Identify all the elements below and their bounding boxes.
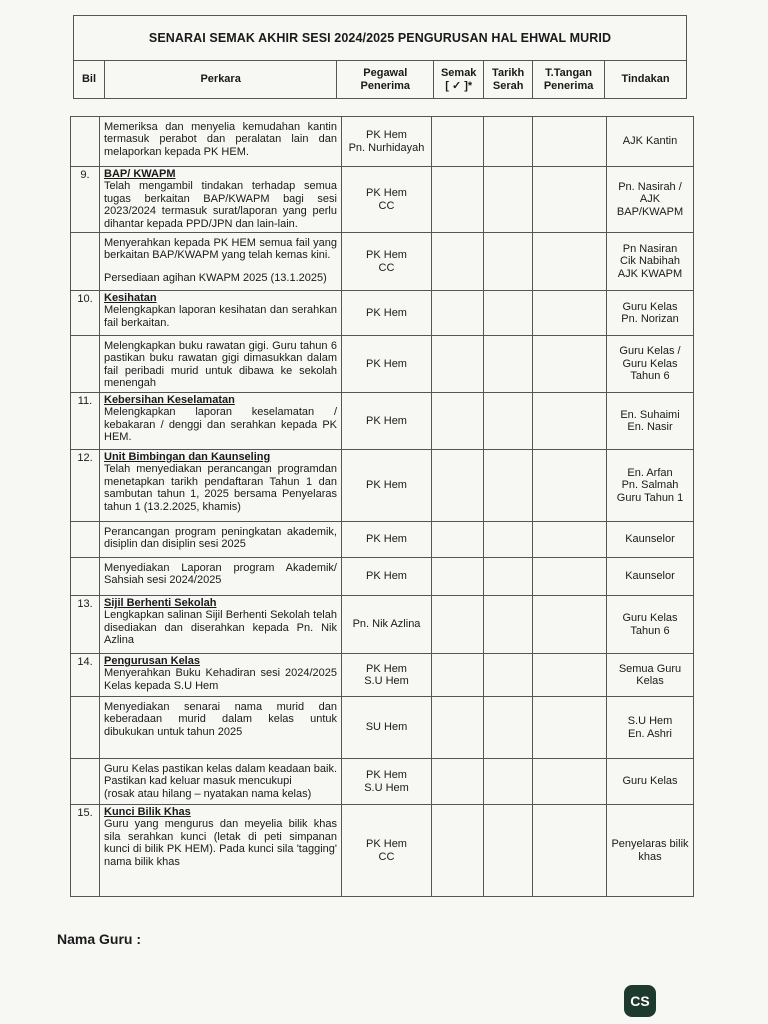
tindakan-cell xyxy=(607,167,694,233)
pegawai-name: SU Hem xyxy=(365,721,408,734)
perkara-cell xyxy=(100,167,342,233)
perkara-text: Melengkapkan laporan kesihatan dan serahkan fail berkaitan. xyxy=(104,304,337,329)
tindakan-name: Pn. Norizan xyxy=(621,313,679,325)
pegawai-name: PK Hem xyxy=(366,479,407,492)
table-row xyxy=(71,697,694,759)
table-row xyxy=(71,233,694,291)
col-ttangan-header xyxy=(533,61,605,99)
tindakan-cell xyxy=(607,291,694,336)
tarikh-serah-cell xyxy=(484,233,533,291)
perkara-text: Menyediakan senarai nama murid dan keberadaan murid dalam kelas untuk dibukukan untuk tahun 2025 xyxy=(104,701,337,738)
table-row xyxy=(71,654,694,697)
bil-cell xyxy=(71,759,100,805)
perkara-text: Melengkapkan buku rawatan gigi. Guru tahun 6 pastikan buku rawatan gigi dimasukkan dalam fail peribadi murid untuk dibawa ke sekolah menengah xyxy=(104,340,337,390)
bil-cell xyxy=(71,697,100,759)
tarikh-serah-cell xyxy=(484,759,533,805)
tindakan-cell xyxy=(607,759,694,805)
ttangan-cell xyxy=(533,596,607,654)
pegawai-cell xyxy=(342,393,432,450)
tindakan-cell xyxy=(607,336,694,393)
col-tarikh-header xyxy=(484,61,533,99)
ttangan-cell xyxy=(533,697,607,759)
col-perkara-header: Perkara xyxy=(104,61,336,99)
table-row xyxy=(71,759,694,805)
page-title: SENARAI SEMAK AKHIR SESI 2024/2025 PENGURUSAN HAL EHWAL MURID xyxy=(74,16,687,61)
perkara-text: Lengkapkan salinan Sijil Berhenti Sekolah telah disediakan dan diserahkan kepada Pn. Nik Azlina xyxy=(104,609,337,647)
pegawai-cell xyxy=(342,697,432,759)
tindakan-name: Penyelaras bilik xyxy=(611,838,689,851)
col-tindakan-header: Tindakan xyxy=(605,61,687,99)
tarikh-serah-cell xyxy=(484,558,533,596)
semak-cell xyxy=(432,522,484,558)
semak-cell xyxy=(432,596,484,654)
tarikh-serah-cell xyxy=(484,805,533,897)
pegawai-cell xyxy=(342,654,432,697)
tindakan-cell xyxy=(607,393,694,450)
perkara-cell xyxy=(100,596,342,654)
perkara-text: Perancangan program peningkatan akademik, disiplin dan disiplin sesi 2025 xyxy=(104,526,337,551)
pegawai-name: S.U Hem xyxy=(364,675,409,687)
tindakan-name: Guru Kelas xyxy=(622,300,678,313)
pegawai-name: CC xyxy=(378,199,395,212)
ttangan-cell xyxy=(533,805,607,897)
pegawai-name: PK Hem xyxy=(366,129,407,142)
tarikh-serah-cell xyxy=(484,596,533,654)
semak-cell xyxy=(432,167,484,233)
tindakan-cell xyxy=(607,697,694,759)
table-row xyxy=(71,393,694,450)
bil-cell: 11. xyxy=(71,393,100,450)
pegawai-name: PK Hem xyxy=(366,533,407,546)
perkara-text: Guru yang mengurus dan meyelia bilik khas sila serahkan kunci (letak di peti simpanan kunci di bilik PK HEM). Pada kunci sila 'tagging' nama bilik khas xyxy=(104,818,337,868)
tindakan-cell xyxy=(607,654,694,697)
perkara-cell xyxy=(100,336,342,393)
pegawai-cell xyxy=(342,233,432,291)
spacer xyxy=(104,262,337,272)
tarikh-serah-cell xyxy=(484,450,533,522)
tarikh-serah-cell xyxy=(484,522,533,558)
tarikh-serah-cell xyxy=(484,291,533,336)
pegawai-name: S.U Hem xyxy=(364,781,409,794)
bil-cell xyxy=(71,117,100,167)
tindakan-cell xyxy=(607,117,694,167)
table-row xyxy=(71,805,694,897)
tarikh-serah-cell xyxy=(484,654,533,697)
perkara-cell xyxy=(100,450,342,522)
pegawai-name: PK Hem xyxy=(366,570,407,583)
tindakan-name: AJK xyxy=(639,193,661,206)
perkara-text: (rosak atau hilang – nyatakan nama kelas) xyxy=(104,787,312,800)
bil-cell: 9. xyxy=(71,167,100,233)
tindakan-cell xyxy=(607,596,694,654)
perkara-title: Unit Bimbingan dan Kaunseling xyxy=(104,451,271,463)
tindakan-name: S.U Hem xyxy=(627,715,673,728)
tindakan-name: AJK KWAPM xyxy=(617,267,683,280)
perkara-cell xyxy=(100,558,342,596)
perkara-text: Memeriksa dan menyelia kemudahan kantin termasuk perabot dan peralatan lain dan melaporkan kepada PK HEM. xyxy=(104,121,337,158)
table-row xyxy=(71,291,694,336)
tindakan-name: Guru Tahun 1 xyxy=(616,491,684,504)
semak-cell xyxy=(432,233,484,291)
tindakan-name: Semua Guru xyxy=(618,662,682,675)
pegawai-name: PK Hem xyxy=(366,249,407,262)
pegawai-cell xyxy=(342,450,432,522)
bil-cell: 13. xyxy=(71,596,100,654)
pegawai-cell xyxy=(342,596,432,654)
perkara-text: Guru Kelas pastikan kelas dalam keadaan baik. Pastikan kad keluar masuk mencukupi xyxy=(104,763,337,788)
tindakan-name: BAP/KWAPM xyxy=(616,205,684,218)
tindakan-name: En. Arfan xyxy=(627,466,673,479)
col-semak-header xyxy=(434,61,484,99)
tarikh-serah-cell xyxy=(484,117,533,167)
perkara-title: Kesihatan xyxy=(104,292,157,304)
pegawai-name: PK Hem xyxy=(366,414,407,427)
perkara-cell xyxy=(100,291,342,336)
tindakan-name: Pn. Salmah xyxy=(621,479,679,492)
checklist-table xyxy=(70,116,694,897)
semak-cell xyxy=(432,654,484,697)
table-row xyxy=(71,522,694,558)
perkara-title: Kunci Bilik Khas xyxy=(104,806,191,818)
nama-guru-label: Nama Guru : xyxy=(57,931,142,947)
tindakan-name: AJK Kantin xyxy=(622,135,678,148)
tindakan-name: Guru Kelas xyxy=(622,775,678,788)
bil-cell: 14. xyxy=(71,654,100,697)
pegawai-cell xyxy=(342,291,432,336)
table-row xyxy=(71,336,694,393)
pegawai-name: PK Hem xyxy=(366,662,407,675)
pegawai-cell xyxy=(342,558,432,596)
perkara-text: Telah mengambil tindakan terhadap semua tugas berkaitan BAP/KWAPM bagi sesi 2023/2024 termasuk surat/laporan yang perlu dihantar kepada PPD/JPN dan lain-lain. xyxy=(104,180,337,230)
tindakan-name: Kaunselor xyxy=(625,570,675,583)
ttangan-cell xyxy=(533,558,607,596)
tindakan-cell xyxy=(607,450,694,522)
tindakan-name: Kelas xyxy=(636,675,664,687)
perkara-cell xyxy=(100,805,342,897)
ttangan-cell xyxy=(533,522,607,558)
pegawai-cell xyxy=(342,336,432,393)
bil-cell xyxy=(71,522,100,558)
bil-cell: 15. xyxy=(71,805,100,897)
perkara-text: Menyediakan Laporan program Akademik/ Sahsiah sesi 2024/2025 xyxy=(104,562,337,587)
table-row xyxy=(71,558,694,596)
perkara-cell xyxy=(100,697,342,759)
semak-cell xyxy=(432,759,484,805)
tarikh-serah-cell xyxy=(484,336,533,393)
ttangan-cell xyxy=(533,759,607,805)
pegawai-cell xyxy=(342,117,432,167)
pegawai-name: PK Hem xyxy=(366,357,407,370)
camscanner-logo: CS xyxy=(624,985,656,1017)
col-pegawai-header xyxy=(337,61,434,99)
col-semak-line2: [ ✓ ]* xyxy=(445,79,473,92)
semak-cell xyxy=(432,697,484,759)
semak-cell xyxy=(432,393,484,450)
pegawai-name: PK Hem xyxy=(366,769,407,782)
ttangan-cell xyxy=(533,450,607,522)
col-semak-line1: Semak xyxy=(440,66,477,79)
tindakan-name: Cik Nabihah xyxy=(620,255,680,268)
bil-cell: 10. xyxy=(71,291,100,336)
tindakan-name: En. Nasir xyxy=(627,421,673,433)
tindakan-name: Pn Nasiran xyxy=(622,242,678,255)
perkara-title: Pengurusan Kelas xyxy=(104,655,200,667)
pegawai-cell xyxy=(342,167,432,233)
ttangan-cell xyxy=(533,654,607,697)
col-tarikh-line1: Tarikh xyxy=(492,66,525,79)
ttangan-cell xyxy=(533,117,607,167)
tindakan-cell xyxy=(607,558,694,596)
pegawai-name: PK Hem xyxy=(366,187,407,200)
bil-cell xyxy=(71,233,100,291)
table-row xyxy=(71,117,694,167)
col-pegawai-line1: Pegawal xyxy=(363,66,408,79)
tindakan-name: Pn. Nasirah / xyxy=(618,180,682,193)
pegawai-cell xyxy=(342,759,432,805)
perkara-text: Persediaan agihan KWAPM 2025 (13.1.2025) xyxy=(104,271,327,284)
semak-cell xyxy=(432,117,484,167)
pegawai-cell xyxy=(342,522,432,558)
ttangan-cell xyxy=(533,336,607,393)
pegawai-name: Pn. Nik Azlina xyxy=(352,618,421,631)
tarikh-serah-cell xyxy=(484,393,533,450)
tindakan-name: khas xyxy=(638,850,662,863)
col-pegawai-line2: Penerima xyxy=(360,79,411,92)
perkara-title: Sijil Berhenti Sekolah xyxy=(104,597,217,609)
pegawai-name: PK Hem xyxy=(366,838,407,851)
table-row xyxy=(71,596,694,654)
semak-cell xyxy=(432,805,484,897)
tindakan-name: Guru Kelas / xyxy=(619,345,681,358)
col-bil-header: Bil xyxy=(74,61,105,99)
perkara-text: Telah menyediakan perancangan programdan menetapkan tarikh pendaftaran Tahun 1 dan sambutan tahun 1, 2025 bersama Penyelaras tahun 1 (13.2.2025, khamis) xyxy=(104,463,337,513)
bil-cell xyxy=(71,558,100,596)
perkara-text: Melengkapkan laporan keselamatan / kebakaran / denggi dan serahkan kepada PK HEM. xyxy=(104,406,337,444)
perkara-cell xyxy=(100,759,342,805)
tarikh-serah-cell xyxy=(484,167,533,233)
ttangan-cell xyxy=(533,233,607,291)
semak-cell xyxy=(432,450,484,522)
pegawai-name: CC xyxy=(378,261,395,274)
bil-cell xyxy=(71,336,100,393)
tindakan-cell xyxy=(607,233,694,291)
tindakan-name: Kaunselor xyxy=(625,533,675,546)
pegawai-name: PK Hem xyxy=(366,306,407,319)
perkara-title: Kebersihan Keselamatan xyxy=(104,394,235,406)
pegawai-name: Pn. Nurhidayah xyxy=(348,141,425,154)
tindakan-name: Guru Kelas xyxy=(622,612,678,625)
semak-cell xyxy=(432,291,484,336)
col-ttangan-line2: Penerima xyxy=(543,79,594,92)
tindakan-name: Guru Kelas xyxy=(622,357,678,370)
tindakan-name: Tahun 6 xyxy=(630,370,670,383)
semak-cell xyxy=(432,336,484,393)
perkara-text: Menyerahkan Buku Kehadiran sesi 2024/2025 Kelas kepada S.U Hem xyxy=(104,667,337,692)
col-tarikh-line2: Serah xyxy=(492,79,524,92)
tindakan-cell xyxy=(607,805,694,897)
pegawai-cell xyxy=(342,805,432,897)
perkara-title: BAP/ KWAPM xyxy=(104,168,176,180)
tindakan-name: En. Suhaimi xyxy=(620,408,680,421)
tindakan-name: Tahun 6 xyxy=(630,624,670,637)
perkara-cell xyxy=(100,117,342,167)
perkara-cell xyxy=(100,654,342,697)
checklist-header xyxy=(73,15,687,99)
perkara-cell xyxy=(100,393,342,450)
tarikh-serah-cell xyxy=(484,697,533,759)
table-row xyxy=(71,450,694,522)
ttangan-cell xyxy=(533,291,607,336)
tindakan-cell xyxy=(607,522,694,558)
semak-cell xyxy=(432,558,484,596)
ttangan-cell xyxy=(533,167,607,233)
bil-cell: 12. xyxy=(71,450,100,522)
perkara-cell xyxy=(100,522,342,558)
tindakan-name: En. Ashri xyxy=(627,727,673,740)
perkara-text: Menyerahkan kepada PK HEM semua fail yang berkaitan BAP/KWAPM yang telah kemas kini. xyxy=(104,237,337,262)
perkara-cell xyxy=(100,233,342,291)
table-row xyxy=(71,167,694,233)
pegawai-name: CC xyxy=(378,850,395,863)
col-ttangan-line1: T.Tangan xyxy=(545,66,593,79)
ttangan-cell xyxy=(533,393,607,450)
